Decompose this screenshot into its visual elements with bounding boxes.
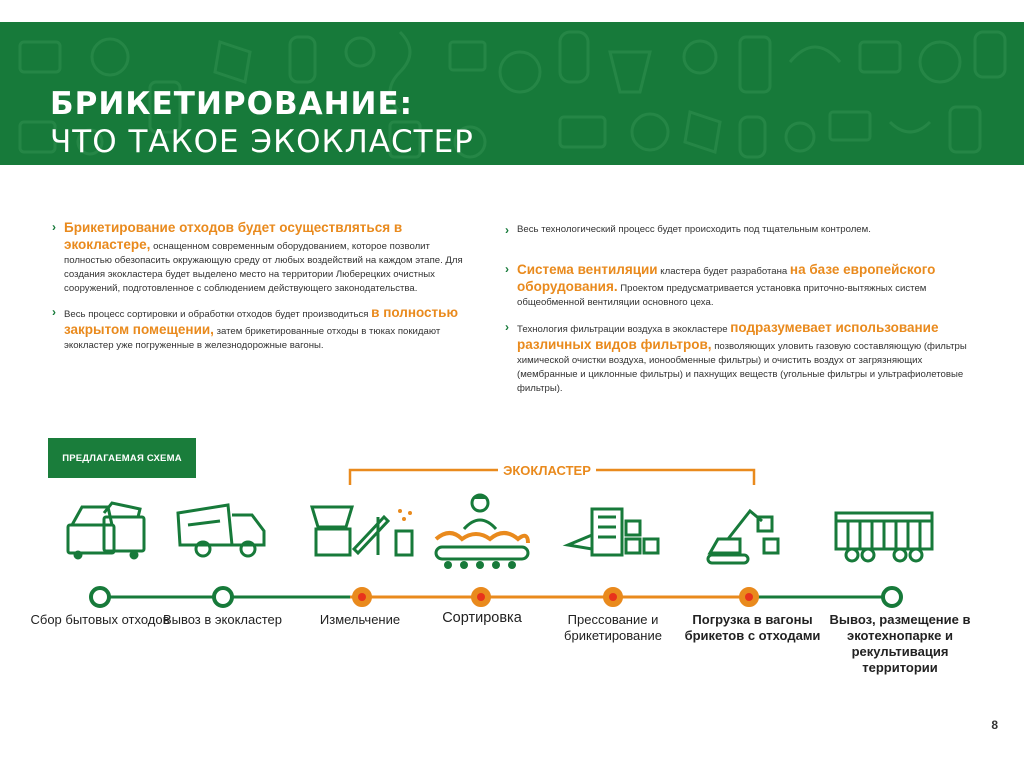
chevron-right-icon: › — [52, 220, 56, 234]
right-paragraph-3 — [505, 320, 967, 396]
process-diagram — [0, 455, 1024, 615]
timeline-node-dot — [609, 593, 617, 601]
timeline-node-dot — [358, 593, 366, 601]
press-icon — [568, 509, 658, 555]
cluster-bracket-right — [596, 470, 754, 485]
step-label-2: Вывоз в экокластер — [162, 612, 283, 627]
page-title-line1: БРИКЕТИРОВАНИЕ: — [50, 86, 414, 122]
cluster-bracket-left — [350, 470, 498, 485]
right-p2-highlight-2: на базе европейского оборудования. — [517, 262, 936, 294]
left-p2-text-after: затем брикетированные отходы в тюках покидают экокластер уже погруженные в железнодорожные вагоны. — [64, 326, 441, 351]
timeline-node — [91, 588, 109, 606]
left-paragraph-1 — [52, 220, 479, 296]
right-p2-highlight-1: Система вентиляции — [517, 262, 658, 277]
right-p1-text: Весь технологический процесс будет происходить под тщательным контролем. — [517, 224, 871, 235]
header-banner — [0, 22, 1024, 165]
page-number: 8 — [991, 718, 998, 732]
chevron-right-icon: › — [505, 223, 509, 237]
left-p1-highlight: Брикетирование отходов будет осуществляться в экокластере, — [64, 220, 403, 252]
rail-wagon-icon — [836, 513, 932, 561]
step-label-6: Погрузка в вагоны брикетов с отходами — [684, 612, 821, 643]
left-p2-highlight: в полностью закрытом помещении, — [64, 305, 459, 337]
step-label-1: Сбор бытовых отходов — [30, 612, 170, 627]
timeline-node-dot — [745, 593, 753, 601]
step-label-4: Сортировка — [442, 610, 522, 626]
scheme-badge: ПРЕДЛАГАЕМАЯ СХЕМА — [48, 438, 196, 478]
crane-loader-icon — [708, 511, 778, 563]
sorting-worker-icon — [436, 494, 528, 569]
right-p2-text-2: Проектом предусматривается установка приточно-вытяжных систем общеобменной вентиляции основного цеха. — [517, 283, 927, 308]
timeline-node — [214, 588, 232, 606]
left-p1-text: оснащенном современным оборудованием, которое позволит полностью обезопасить окружающую среду от любых воздействий на каждом этапе. Для создания экокластера будет выделено место на территории Люберецких очистных сооружений, подготовленное с соблюдением действующего законодательства. — [64, 241, 463, 294]
right-p3-text-before: Технология фильтрации воздуха в экокластере — [517, 324, 728, 335]
garbage-bins-icon — [68, 503, 144, 558]
right-p3-highlight: подразумевает использование различных видов фильтров, — [517, 320, 939, 352]
step-label-3: Измельчение — [319, 612, 401, 627]
chevron-right-icon: › — [505, 320, 509, 334]
chevron-right-icon: › — [52, 305, 56, 319]
chevron-right-icon: › — [505, 262, 509, 276]
step-label-7: Вывоз, размещение в экотехнопарке и рекультивация территории — [829, 612, 971, 675]
left-p2-text-before: Весь процесс сортировки и обработки отходов будет производиться — [64, 309, 369, 320]
cluster-label: ЭКОКЛАСТЕР — [503, 463, 591, 478]
right-paragraph-2 — [505, 262, 977, 310]
page-title-line2: ЧТО ТАКОЕ ЭКОКЛАСТЕР — [50, 124, 474, 160]
timeline-node — [883, 588, 901, 606]
garbage-truck-icon — [178, 505, 264, 556]
shredder-icon — [312, 507, 412, 555]
right-paragraph-1 — [505, 223, 967, 237]
step-label-5: Прессование и брикетирование — [564, 612, 662, 643]
right-p2-text-1: кластера будет разработана — [660, 266, 788, 277]
timeline-node-dot — [477, 593, 485, 601]
left-paragraph-2 — [52, 305, 479, 353]
right-p3-text-after: позволяющих уловить газовую составляющую (фильтры химической очистки воздуха, ионообменные фильтры) и очистить воздух от загрязняющих (мембранные и циклонные фильтры) и пахнущих веществ (угольные фильтры и ультрафиолетовые фильтры). — [517, 341, 967, 394]
